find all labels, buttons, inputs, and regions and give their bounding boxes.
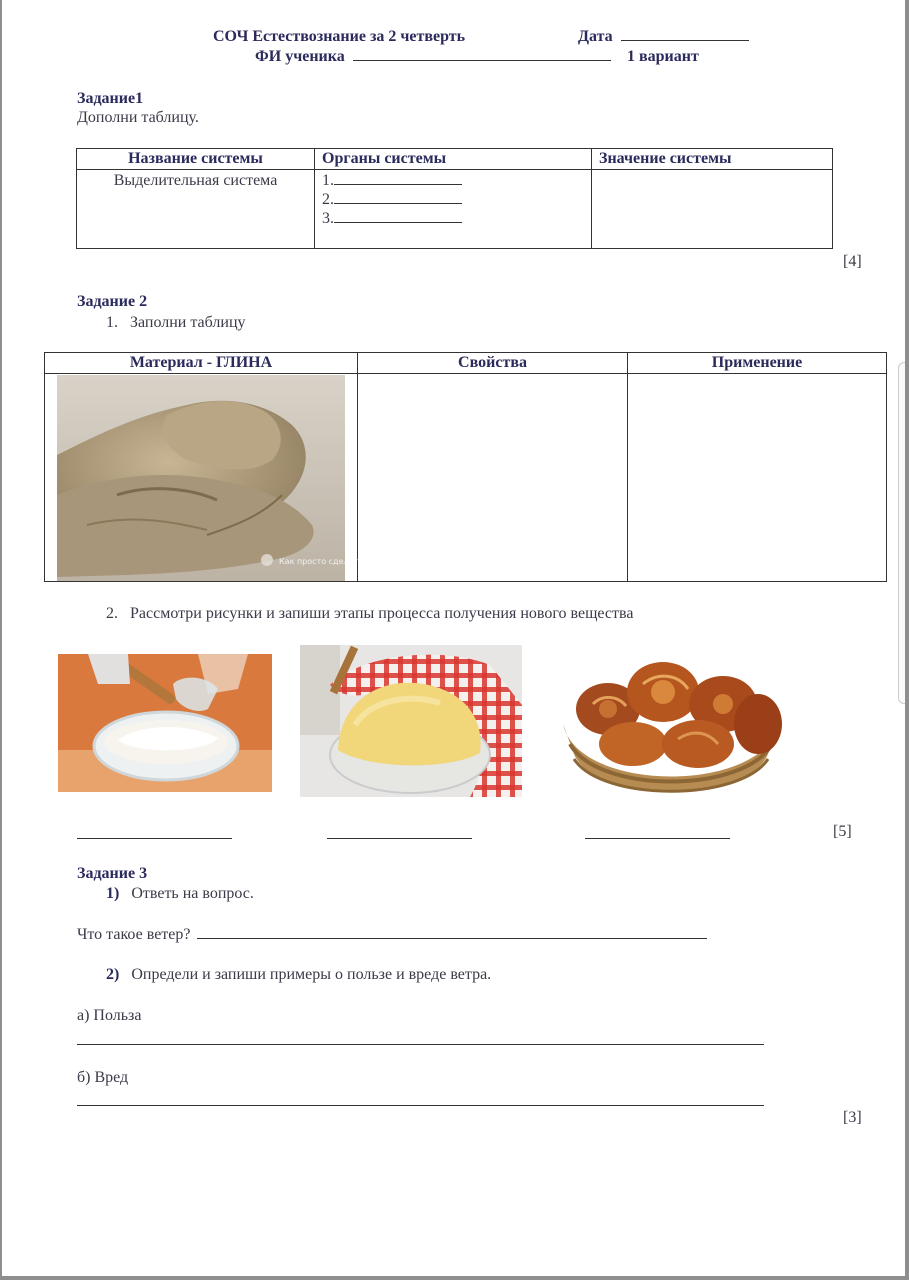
variant-label: 1 вариант <box>627 48 699 65</box>
stage1-answer-line[interactable] <box>77 838 232 839</box>
task1-col-meaning: Значение системы <box>592 149 833 170</box>
task2-item1: 1. Заполни таблицу <box>106 314 246 331</box>
task3-score: [3] <box>843 1109 862 1126</box>
benefit-label: а) Польза <box>77 1007 142 1024</box>
clay-image-watermark: Как просто сделать <box>279 557 363 566</box>
organ-line-3[interactable]: 3. <box>322 209 591 228</box>
task1-meaning-cell[interactable] <box>592 170 833 249</box>
task1-col-organs: Органы системы <box>315 149 592 170</box>
task2-score: [5] <box>833 823 852 840</box>
rising-dough-image <box>300 645 522 797</box>
task1-instruction: Дополни таблицу. <box>77 109 199 126</box>
task1-system-name: Выделительная система <box>77 170 315 249</box>
task2-table <box>44 352 887 582</box>
task1-score: [4] <box>843 253 862 270</box>
task1-organs-cell[interactable] <box>315 170 592 249</box>
benefit-answer-line[interactable] <box>77 1044 764 1045</box>
student-name-label: ФИ ученика <box>255 47 611 66</box>
organ-line-1[interactable]: 1. <box>322 171 591 190</box>
task2-title: Задание 2 <box>77 293 148 310</box>
date-label: Дата <box>578 27 749 46</box>
clay-image-cell <box>45 374 363 582</box>
task3-q1: 1) Ответь на вопрос. <box>106 885 254 902</box>
task1-table <box>76 148 833 249</box>
task2-col-usage: Применение <box>628 353 887 374</box>
stage2-answer-line[interactable] <box>327 838 472 839</box>
mixing-flour-image <box>58 654 272 792</box>
wind-question: Что такое ветер? <box>77 925 707 944</box>
clay-usage-cell[interactable] <box>628 374 887 582</box>
harm-answer-line[interactable] <box>77 1105 764 1106</box>
student-name-blank[interactable] <box>353 60 611 61</box>
task2-col-properties: Свойства <box>358 353 628 374</box>
wind-answer-line[interactable] <box>197 938 707 939</box>
task3-title: Задание 3 <box>77 865 148 882</box>
task3-q2: 2) Определи и запиши примеры о пользе и вреде ветра. <box>106 966 492 983</box>
worksheet-page <box>2 0 905 1276</box>
scroll-handle[interactable] <box>898 362 905 704</box>
task1-col-name: Название системы <box>77 149 315 170</box>
task1-title: Задание1 <box>77 90 144 107</box>
harm-label: б) Вред <box>77 1069 129 1086</box>
worksheet-title: СОЧ Естествознание за 2 четверть <box>213 28 466 45</box>
stage3-answer-line[interactable] <box>585 838 730 839</box>
buns-basket-image <box>558 644 784 806</box>
clay-properties-cell[interactable] <box>358 374 628 582</box>
organ-line-2[interactable]: 2. <box>322 190 591 209</box>
task2-item2: 2. Рассмотри рисунки и запиши этапы процесса получения нового вещества <box>106 605 634 622</box>
task2-col-material: Материал - ГЛИНА <box>45 353 358 374</box>
clay-hands-image <box>57 375 363 581</box>
date-blank[interactable] <box>621 40 749 41</box>
